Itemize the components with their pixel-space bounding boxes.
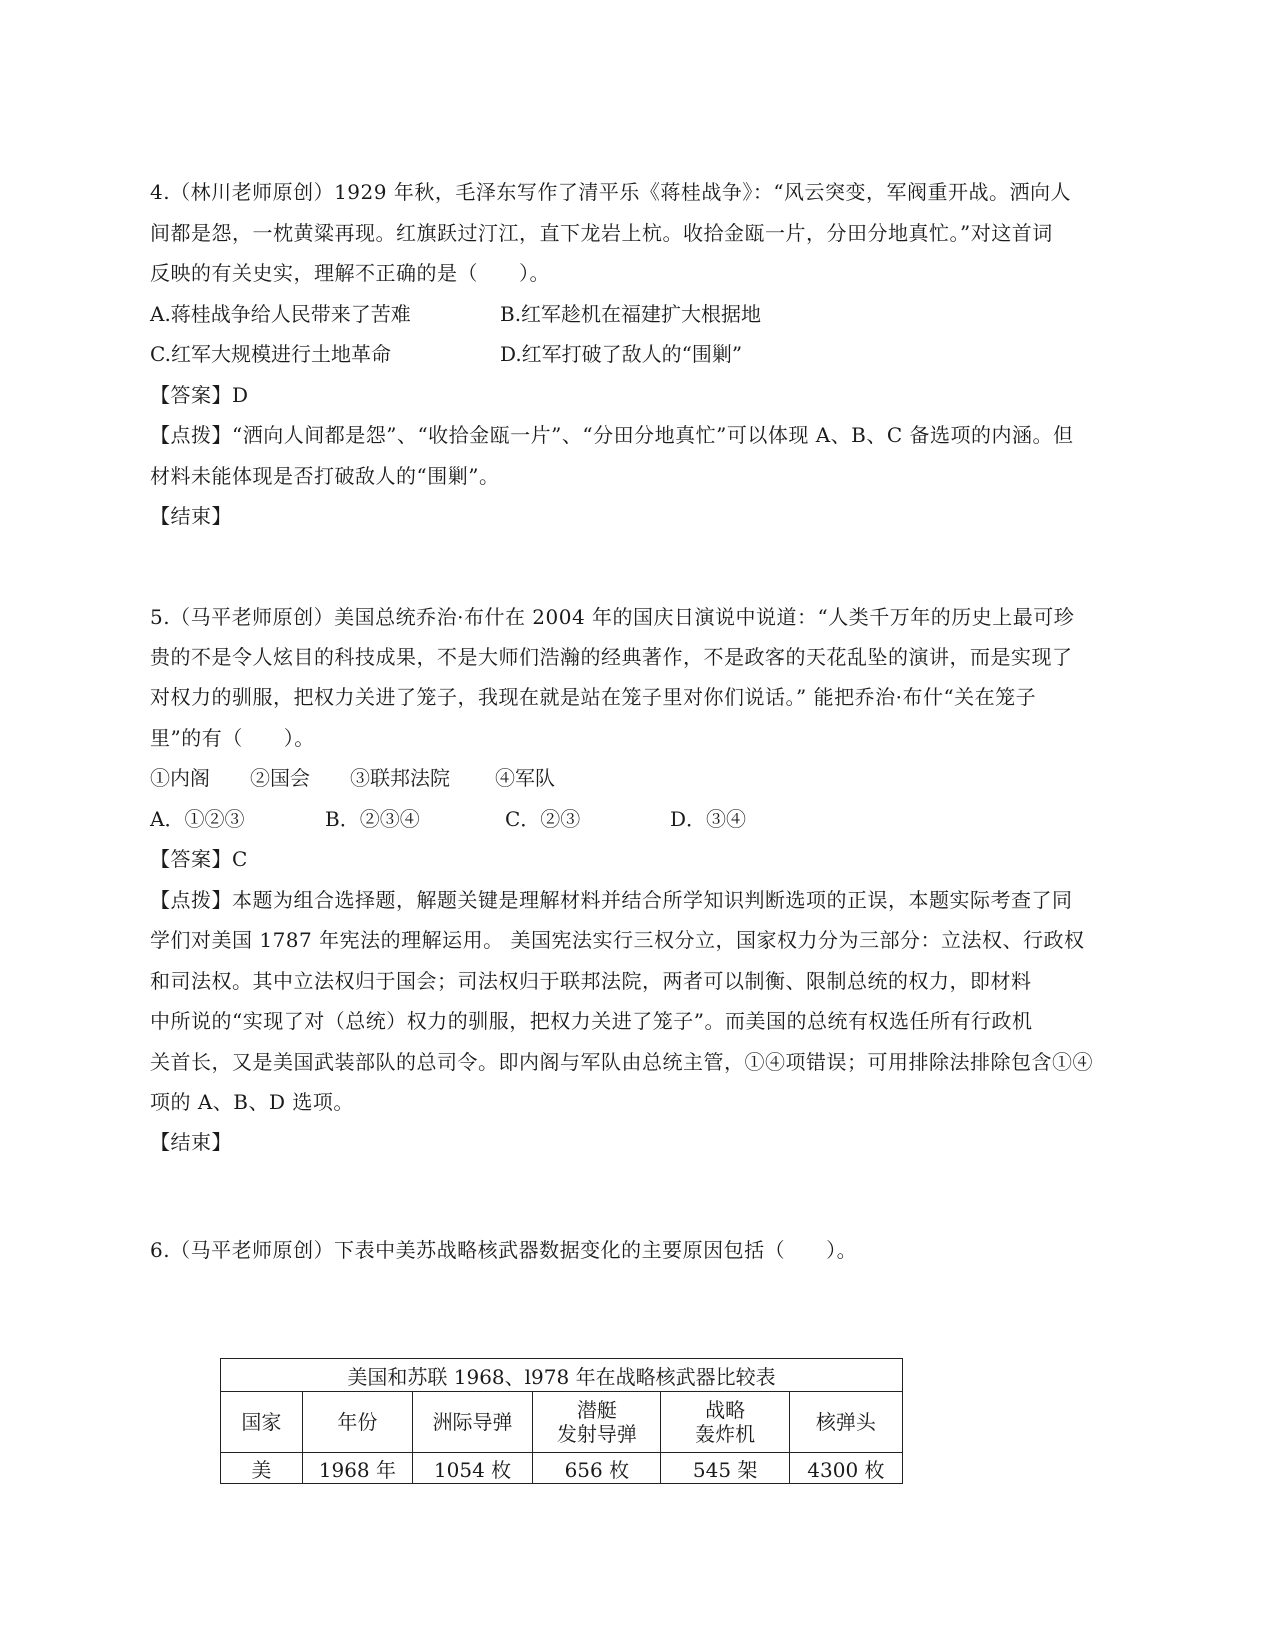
q4-line-2: 间都是怨，一枕黄粱再现。红旗跃过汀江，直下龙岩上杭。收拾金瓯一片，分田分地真忙。”对这首词 <box>150 221 1053 245</box>
q4-answer: 【答案】D <box>150 383 249 407</box>
cell-slbm: 656 枚 <box>533 1453 661 1484</box>
q5-analysis-line-6: 项的 A、B、D 选项。 <box>150 1090 354 1114</box>
q5-end-marker: 【结束】 <box>150 1130 232 1154</box>
table-row <box>221 1453 903 1484</box>
header-country: 国家 <box>221 1392 303 1453</box>
q5-option-d: D．③④ <box>670 807 747 831</box>
q5-item-3: ③联邦法院 <box>350 766 450 790</box>
q5-option-c: C．②③ <box>505 807 581 831</box>
q5-line-3: 对权力的驯服，把权力关进了笼子，我现在就是站在笼子里对你们说话。” 能把乔治·布什“关在笼子 <box>150 685 1037 709</box>
q5-item-1: ①内阁 <box>150 766 210 790</box>
q4-analysis-line-2: 材料未能体现是否打破敌人的“围剿”。 <box>150 464 500 488</box>
q5-option-b: B．②③④ <box>325 807 420 831</box>
cell-icbm: 1054 枚 <box>412 1453 532 1484</box>
cell-year: 1968 年 <box>302 1453 412 1484</box>
q4-line-3: 反映的有关史实，理解不正确的是（ ）。 <box>150 261 550 285</box>
header-icbm: 洲际导弹 <box>412 1392 532 1453</box>
header-year: 年份 <box>302 1392 412 1453</box>
header-bomber: 战略 轰炸机 <box>661 1392 789 1453</box>
q4-end-marker: 【结束】 <box>150 504 232 528</box>
q5-analysis-line-1: 【点拨】本题为组合选择题，解题关键是理解材料并结合所学知识判断选项的正误，本题实际考查了同 <box>150 888 1073 912</box>
q6-line-1: 6.（马平老师原创）下表中美苏战略核武器数据变化的主要原因包括（ ）。 <box>150 1238 858 1262</box>
q5-analysis-line-2: 学们对美国 1787 年宪法的理解运用。 美国宪法实行三权分立，国家权力分为三部分：立法权、行政权 <box>150 928 1085 952</box>
q5-line-4: 里”的有（ ）。 <box>150 726 315 750</box>
q4-option-c: C.红军大规模进行土地革命 <box>150 342 391 366</box>
q5-analysis-line-4: 中所说的“实现了对（总统）权力的驯服，把权力关进了笼子”。而美国的总统有权选任所有行政机 <box>150 1009 1033 1033</box>
q5-line-1: 5.（马平老师原创）美国总统乔治·布什在 2004 年的国庆日演说中说道：“人类千万年的历史上最可珍 <box>150 605 1075 629</box>
q5-answer: 【答案】C <box>150 847 248 871</box>
q5-item-4: ④军队 <box>495 766 555 790</box>
q5-analysis-line-3: 和司法权。其中立法权归于国会；司法权归于联邦法院，两者可以制衡、限制总统的权力，即材料 <box>150 969 1032 993</box>
table-caption: 美国和苏联 1968、l978 年在战略核武器比较表 <box>221 1359 903 1392</box>
q5-option-a: A．①②③ <box>150 807 245 831</box>
cell-country: 美 <box>221 1453 303 1484</box>
cell-bomber: 545 架 <box>661 1453 789 1484</box>
q5-analysis-line-5: 关首长，又是美国武装部队的总司令。即内阁与军队由总统主管，①④项错误；可用排除法排除包含①④ <box>150 1050 1093 1074</box>
cell-warhead: 4300 枚 <box>789 1453 902 1484</box>
q4-analysis-line-1: 【点拨】“洒向人间都是怨”、“收拾金瓯一片”、“分田分地真忙”可以体现 A、B、C 备选项的内涵。但 <box>150 423 1074 447</box>
header-slbm: 潜艇 发射导弹 <box>533 1392 661 1453</box>
q5-item-2: ②国会 <box>250 766 310 790</box>
q5-line-2: 贵的不是令人炫目的科技成果，不是大师们浩瀚的经典著作，不是政客的天花乱坠的演讲，而是实现了 <box>150 645 1073 669</box>
q4-line-1: 4.（林川老师原创）1929 年秋，毛泽东写作了清平乐《蒋桂战争》：“风云突变，军阀重开战。洒向人 <box>150 180 1072 204</box>
q4-option-a: A.蒋桂战争给人民带来了苦难 <box>150 302 411 326</box>
nuclear-weapons-table <box>220 1358 903 1484</box>
q4-option-b: B.红军趁机在福建扩大根据地 <box>500 302 762 326</box>
header-warhead: 核弹头 <box>789 1392 902 1453</box>
q4-option-d: D.红军打破了敌人的“围剿” <box>500 342 743 366</box>
